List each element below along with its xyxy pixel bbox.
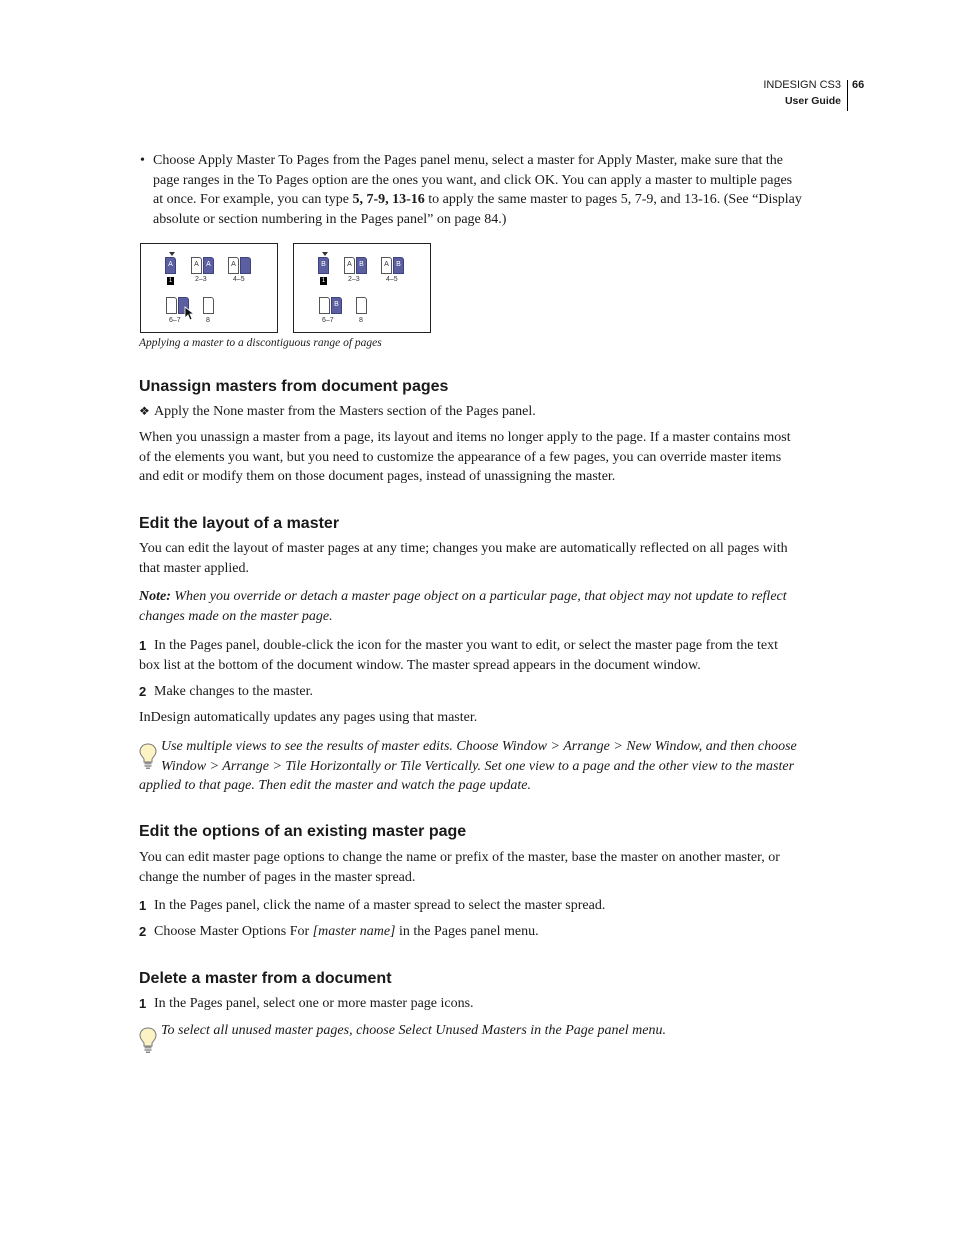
step-number: 2 [139, 684, 147, 699]
paragraph: InDesign automatically updates any pages using that master. [139, 710, 478, 725]
step-text [139, 636, 815, 675]
paragraph [139, 848, 815, 887]
step-number: 1 [139, 996, 147, 1011]
page-6-icon [166, 297, 177, 314]
step-text-part: Choose Master Options For [154, 924, 313, 939]
step-text: In the Pages panel, click the name of a master spread to select the master spread. [154, 898, 606, 913]
page-8-icon [203, 297, 214, 314]
note-line: changes made on the master page. [139, 608, 333, 624]
intro-text: to apply the same master to pages 5, 7-9, and 13-16. (See “Display [424, 192, 802, 208]
header-product: INDESIGN CS3 [763, 79, 841, 91]
paragraph-line: that master applied. [139, 560, 250, 576]
step-number: 2 [139, 924, 147, 939]
step-number: 1 [139, 638, 147, 653]
spread-label: 8 [206, 317, 210, 324]
spread-label: 8 [359, 317, 363, 324]
intro-bullet-text [153, 151, 829, 229]
note-text: When you override or detach a master page object on a particular page, that object may not update to reflect [170, 589, 787, 604]
intro-line: Choose Apply Master To Pages from the Pages panel menu, select a master for Apply Master, make sure that the [153, 153, 783, 168]
note-label: Note: [139, 589, 171, 604]
bullet-marker: • [140, 153, 145, 168]
spread-label: 4–5 [386, 276, 398, 283]
paragraph [139, 539, 815, 578]
intro-line: page ranges in the To Pages option are the ones you want, and click OK. You can apply a master to multiple pages [153, 172, 793, 188]
paragraph [139, 428, 815, 487]
page-number: 66 [852, 79, 865, 91]
step-text [154, 922, 830, 942]
intro-bold-pages: 5, 7-9, 13-16 [352, 192, 425, 208]
step-text: Apply the None master from the Masters section of the Pages panel. [154, 404, 536, 419]
paragraph-line: of the elements you want, but you need to customize the appearance of a few pages, you can override master items [139, 449, 782, 465]
paragraph-line: When you unassign a master from a page, its layout and items no longer apply to the page. If a master contains most [139, 430, 791, 445]
master-indicator-icon [322, 252, 328, 256]
tip-text [139, 737, 815, 796]
tip-text: To select all unused master pages, choose Select Unused Masters in the Page panel menu. [161, 1023, 666, 1038]
header-guide: User Guide [784, 95, 841, 107]
page-4-icon: A [228, 257, 239, 274]
intro-line: absolute or section numbering in the Pages panel” on page 84.) [153, 211, 507, 227]
section-heading: Edit the layout of a master [139, 515, 340, 532]
master-indicator-icon [169, 252, 175, 256]
tip-lightbulb-icon [138, 1026, 158, 1054]
page-1-icon: B [318, 257, 329, 274]
note-line [139, 587, 815, 607]
intro-text: at once. For example, you can type [153, 192, 353, 208]
page-4-icon: A [381, 257, 392, 274]
step-text-part: in the Pages panel menu. [395, 924, 539, 939]
step-line: box list at the bottom of the document window. The master spread appears in the document window. [139, 657, 701, 673]
page-3-icon: A [203, 257, 214, 274]
page-2-icon: A [344, 257, 355, 274]
page-number-badge: 1 [168, 278, 173, 284]
spread-label: 2–3 [348, 276, 360, 283]
page-3-icon: B [356, 257, 367, 274]
step-text: In the Pages panel, select one or more master page icons. [154, 996, 474, 1011]
tip-line: Window > Arrange > Tile Horizontally or Tile Vertically. Set one view to a page and the other view to the master [161, 758, 795, 774]
pages-panel-after [293, 243, 431, 333]
pages-panel-before [140, 243, 278, 333]
step-text: Make changes to the master. [154, 684, 314, 699]
step-marker-icon: ❖ [139, 404, 150, 418]
page-5-icon: B [393, 257, 404, 274]
page-6-icon [319, 297, 330, 314]
spread-label: 2–3 [195, 276, 207, 283]
figure-caption: Applying a master to a discontiguous range of pages [139, 337, 382, 349]
mouse-pointer-icon [184, 306, 196, 322]
section-heading: Delete a master from a document [139, 970, 392, 987]
section-heading: Unassign masters from document pages [139, 378, 449, 395]
master-name-placeholder: [master name] [312, 924, 396, 939]
spread-label: 6–7 [322, 317, 334, 324]
page-8-icon [356, 297, 367, 314]
tip-line: Use multiple views to see the results of master edits. Choose Window > Arrange > New Window, and then choose [161, 739, 797, 754]
paragraph-line: and edit or modify them on those document pages, instead of unassigning the master. [139, 469, 616, 485]
spread-label: 4–5 [233, 276, 245, 283]
spread-label: 6–7 [169, 317, 181, 324]
page-5-icon [240, 257, 251, 274]
tip-line: applied to that page. Then edit the master and watch the page update. [139, 778, 531, 794]
intro-line [153, 190, 829, 210]
step-number: 1 [139, 898, 147, 913]
step-line: In the Pages panel, double-click the icon for the master you want to edit, or select the master page from the text [154, 638, 778, 653]
note [139, 587, 815, 626]
page-2-icon: A [191, 257, 202, 274]
page-7-icon: B [331, 297, 342, 314]
section-heading: Edit the options of an existing master page [139, 823, 467, 840]
paragraph-line: You can edit master page options to change the name or prefix of the master, base the master on another master, or [139, 850, 780, 865]
paragraph-line: You can edit the layout of master pages at any time; changes you make are automatically reflected on all pages with [139, 541, 788, 556]
page-1-icon: A [165, 257, 176, 274]
paragraph-line: change the number of pages in the master spread. [139, 869, 416, 885]
header-divider [847, 80, 848, 111]
page-number-badge: 1 [321, 278, 326, 284]
